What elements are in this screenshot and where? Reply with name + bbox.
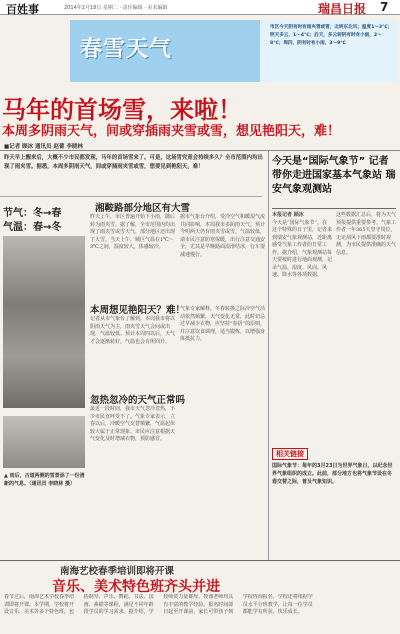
news-photo-street [3, 236, 85, 408]
section-body: 据市气象台介绍，受冷空气和暖湿气流共同影响，本周我市多阴雨天气。预计今明两天仍有雨夹雪或雪，气温较低，请市民注意防寒保暖，出行注意交通安全，尤其是早晚路面湿滑结冰，行车要减速慢行。 [180, 214, 266, 258]
related-text: 国际气象节：每年的3月23日为世界气象日，以纪念世界气象组织的成立。此前，部分地方也将气象节设在冬春交替之际，普及气象知识。 [272, 463, 393, 485]
sidebar-byline: 本报记者 顾冰 [272, 212, 304, 218]
banner-title: 春雪天气 [80, 37, 173, 62]
related-link-label: 相关链接 [272, 448, 308, 460]
page-header [0, 0, 400, 15]
news-photo-snow [3, 416, 85, 468]
main-headline: 马年的首场雪，来啦！ [2, 96, 242, 124]
section-heading-temperature: 忽热忽冷的天气正常吗 [90, 395, 186, 406]
divider [0, 196, 262, 197]
section-body: 最近一段时间，我市天气忽冷忽热，不少市民直呼受不了。气象专家表示，立春以后，冷暖空气交替频繁，气温起伏较大属于正常现象。市民应注意根据天气变化及时增减衣物，预防感冒。 [90, 406, 176, 442]
section-heading-heavy-snow: 湘鞍路部分地区有大雪 [95, 203, 191, 214]
section-body: 昨天上午，市区普遍开始下小雨，随后转为雨夹雪。据了解，全市范围内均出现了雨夹雪或雪天气，部分地区还出现了大雪。当天上午，城区气温在1℃～3℃之间，湿度较大，体感较冷。 [90, 214, 176, 250]
sidebar-body [272, 212, 332, 280]
photo-caption: ▲ 雨后，古道两侧的雪景添了一份清新的气息。（通讯员 李晓林 摄） [4, 473, 85, 487]
divider [272, 208, 396, 209]
intro-paragraph: 昨天早上醒来后，大概不少市民都发现，马年的首场雪来了。可是，这场雪究竟会持续多久？全市范围内均出现了雨夹雪。据悉，本周多阴雨天气，间或穿插雨夹雪或雪，想要见到艳阳天，难！ [4, 155, 263, 170]
season-label-2: 气温：春→冬 [3, 222, 62, 233]
section-body: 气象专家解释，冬春转换之际冷空气活动依然频繁，天气变化无常，此时切忌过早减少衣物，应坚持“春捂”的原则，并注意饮食调理，适当锻炼，以增强身体抵抗力。 [180, 306, 266, 342]
bottom-kicker: 南海艺校春季培训即将开课 [60, 566, 175, 577]
bottom-article-body: 春节过后，南海艺术学校春季培训即将开课。本学期，学校将开设音乐、美术等多个特色班，包括钢琴、声乐、舞蹈、书法、国画、素描等课程，满足不同年龄段学员的学习需求。据介绍，学校师资力量雄厚，授课老师均具有丰富的教学经验。报名时间即日起至开课前，家长可带孩子到学校咨询报名。学校还将根据学员水平分班教学，让每一位学员都能学有所获、快乐成长。 [4, 594, 313, 615]
divider [0, 150, 400, 151]
divider [0, 560, 400, 561]
sub-headline: 本周多阴雨天气，间或穿插雨夹雪或雪，想见艳阳天，难！ [2, 124, 341, 139]
section-name: 百姓事 [6, 3, 39, 16]
section-heading-sunny: 本周想见艳阳天？难！ [90, 305, 186, 316]
bottom-headline: 音乐、美术特色班齐头并进 [52, 579, 220, 595]
byline: ■记者 顾冰 通讯员 赵蕾 李晓林 [4, 144, 83, 150]
column-divider [268, 150, 269, 560]
banner-forecast: 市区今天阴有时有雨夹雪或雪，北转东北风；温度1～3℃；明天多云，1～4℃；后天，多云转阴有时有小雨，2～8℃；周四，阴有时有小雨，3～9℃ [270, 25, 393, 46]
section-body: 记者从市气象台了解到，本周我市将以阴雨天气为主，雨夹雪天气会间或出现，气温较低。预计本周四以后，天气才会逐渐转好，气温也会有所回升。 [90, 316, 176, 345]
page-number: 7 [380, 0, 389, 14]
paper-name: 瑞昌日报 [318, 2, 367, 16]
weather-banner [70, 20, 398, 82]
sidebar-text: 今天是“国际气象节”。在这个特殊的日子里，记者来到瑞安气象观测站，近距离感受气象工作者的日常工作。据介绍，气象观测站每天要按时进行地面观测，记录气温、湿度、风向、风速、降水等各项数据。 [272, 219, 333, 278]
sidebar-headline: 今天是“国际气象节” 记者带你走进国家基本气象站 瑞安气象观测站 [272, 156, 396, 195]
sidebar-body: 这些数据汇总后，将为天气预报提供重要参考。气象工作者一年365天坚守岗位，无论刮风下雨都要准时观测，为市民提供准确的天气信息。 [336, 212, 397, 256]
date-line: 2014年2月18日 星期二 · 责任编辑 · 美术编辑 [64, 5, 168, 11]
season-label-1: 节气：冬→春 [3, 208, 62, 219]
